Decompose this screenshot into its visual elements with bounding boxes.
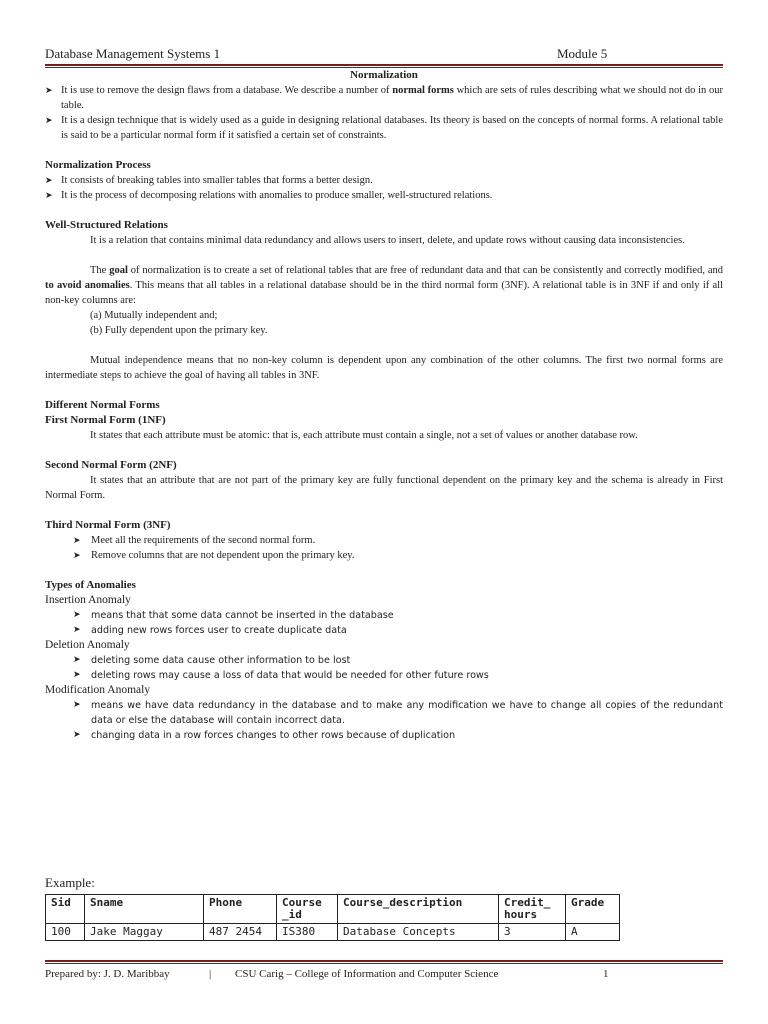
intro-bullet: ➤ It is a design technique that is widely used as a guide in designing relational databases. Its theory is based on the concepts of normal forms. A relational table is said to be a particular normal form if it satisfied a certain set of constraints. xyxy=(45,115,723,141)
arrow-bullet-icon: ➤ xyxy=(73,535,81,545)
insertion-bullet: ➤ adding new rows forces user to create duplicate data xyxy=(73,625,347,636)
arrow-bullet-icon: ➤ xyxy=(45,85,53,95)
process-bullet: ➤ It is the process of decomposing relations with anomalies to produce smaller, well-structured relations. xyxy=(45,190,493,201)
insertion-label: Insertion Anomaly xyxy=(45,594,131,606)
section-title: Normalization xyxy=(350,69,418,81)
arrow-bullet-icon: ➤ xyxy=(73,655,81,665)
table-cell: Jake Maggay xyxy=(85,924,204,941)
arrow-bullet-icon: ➤ xyxy=(73,700,81,710)
arrow-bullet-icon: ➤ xyxy=(45,175,53,185)
arrow-bullet-icon: ➤ xyxy=(73,625,81,635)
table-header-cell: Credit_ hours xyxy=(499,895,566,924)
footer-prepared: Prepared by: J. D. Maribbay xyxy=(45,968,170,980)
third-nf-bullet: ➤ Meet all the requirements of the second normal form. xyxy=(73,535,316,546)
arrow-bullet-icon: ➤ xyxy=(73,670,81,680)
arrow-bullet-icon: ➤ xyxy=(45,190,53,200)
table-header-cell: Sname xyxy=(85,895,204,924)
footer-rule xyxy=(45,960,723,964)
third-nf-heading: Third Normal Form (3NF) xyxy=(45,519,171,531)
arrow-bullet-icon: ➤ xyxy=(45,115,53,125)
option-b: (b) Fully dependent upon the primary key. xyxy=(90,325,268,336)
table-cell: 3 xyxy=(499,924,566,941)
modification-label: Modification Anomaly xyxy=(45,684,151,696)
arrow-bullet-icon: ➤ xyxy=(73,610,81,620)
wellstructured-heading: Well-Structured Relations xyxy=(45,219,168,231)
wellstructured-paragraph: It is a relation that contains minimal data redundancy and allows users to insert, delete, and update rows without causing data inconsistencies. xyxy=(90,235,685,246)
intro-bullet: ➤ It is use to remove the design flaws from a database. We describe a number of normal forms which are sets of rules describing what we should not do in our table. xyxy=(45,85,723,111)
modification-bullet: ➤ means we have data redundancy in the database and to make any modification we have to change all copies of the redundant data or else the database will contain incorrect data. xyxy=(73,700,723,726)
process-bullet: ➤ It consists of breaking tables into smaller tables that forms a better design. xyxy=(45,175,373,186)
footer-school: CSU Carig – College of Information and Computer Science xyxy=(235,968,499,980)
third-nf-bullet: ➤ Remove columns that are not dependent upon the primary key. xyxy=(73,550,355,561)
table-cell: Database Concepts xyxy=(338,924,499,941)
header-course: Database Management Systems 1 xyxy=(45,46,221,61)
first-nf-text: It states that each attribute must be atomic: that is, each attribute must contain a single, not a set of values or another database row. xyxy=(90,430,638,441)
deletion-bullet: ➤ deleting some data cause other information to be lost xyxy=(73,655,351,666)
independence-paragraph: Mutual independence means that no non-key column is dependent upon any combination of the other columns. The first two normal forms are intermediate steps to achieve the goal of having all tables in 3NF. xyxy=(45,355,723,381)
arrow-bullet-icon: ➤ xyxy=(73,730,81,740)
header-module: Module 5 xyxy=(557,46,608,61)
table-row xyxy=(46,924,620,941)
second-nf-heading: Second Normal Form (2NF) xyxy=(45,459,177,471)
goal-paragraph: The goal of normalization is to create a set of relational tables that are free of redundant data and that can be consistently and correctly modified, and to avoid anomalies. This means that all tables in a relational database should be in the third normal form (3NF). A relational table is in 3NF if and only if all non-key columns are: xyxy=(45,265,723,306)
table-header-cell: Grade xyxy=(566,895,620,924)
table-cell: 487 2454 xyxy=(204,924,277,941)
deletion-bullet: ➤ deleting rows may cause a loss of data that would be needed for other future rows xyxy=(73,670,489,681)
table-header-cell: Sid xyxy=(46,895,85,924)
process-heading: Normalization Process xyxy=(45,159,151,171)
forms-heading: Different Normal Forms xyxy=(45,399,160,411)
table-header-cell: Phone xyxy=(204,895,277,924)
insertion-bullet: ➤ means that that some data cannot be inserted in the database xyxy=(73,610,394,621)
anomalies-heading: Types of Anomalies xyxy=(45,579,136,591)
page-content xyxy=(45,68,723,743)
footer-separator: | xyxy=(209,968,212,980)
first-nf-heading: First Normal Form (1NF) xyxy=(45,414,166,426)
table-header-cell: Course_description xyxy=(338,895,499,924)
table-cell: 100 xyxy=(46,924,85,941)
option-a: (a) Mutually independent and; xyxy=(90,310,218,321)
second-nf-text: It states that an attribute that are not part of the primary key are fully functional dependent on the primary key and the schema is already in First Normal Form. xyxy=(45,475,723,501)
table-cell: IS380 xyxy=(277,924,338,941)
arrow-bullet-icon: ➤ xyxy=(73,550,81,560)
footer-page-number: 1 xyxy=(603,968,609,980)
modification-bullet: ➤ changing data in a row forces changes to other rows because of duplication xyxy=(73,730,456,741)
table-header-cell: Course _id xyxy=(277,895,338,924)
table-cell: A xyxy=(566,924,620,941)
deletion-label: Deletion Anomaly xyxy=(45,639,130,651)
example-label: Example: xyxy=(45,875,95,890)
example-table xyxy=(45,894,620,941)
table-header-row xyxy=(46,895,620,924)
